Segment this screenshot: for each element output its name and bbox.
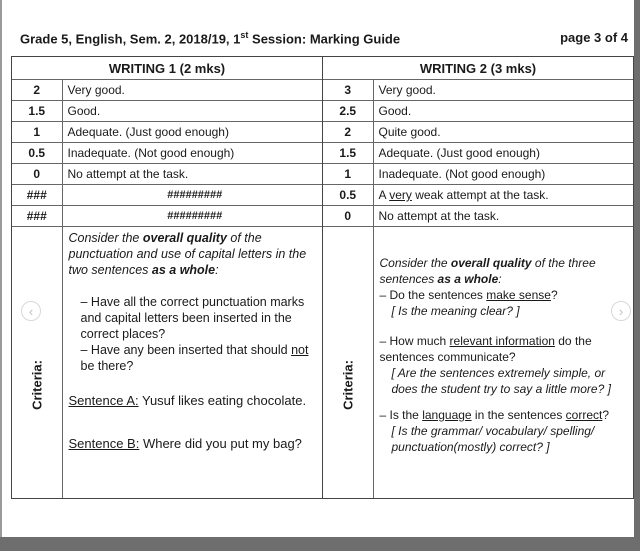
description-cell: Adequate. (Just good enough) xyxy=(62,122,322,143)
description-cell: Quite good. xyxy=(373,122,633,143)
description-cell: Inadequate. (Not good enough) xyxy=(373,164,633,185)
criteria-question-1: – Do the sentences make sense? xyxy=(379,288,558,302)
score-cell: 0 xyxy=(323,206,373,227)
writing-1-title: WRITING 1 (2 mks) xyxy=(12,57,322,80)
criteria-question-2: – Have any been inserted that should not be there? xyxy=(80,343,309,373)
table-row xyxy=(323,143,633,164)
score-cell: ### xyxy=(12,206,62,227)
description-cell: Good. xyxy=(373,101,633,122)
right-frame xyxy=(634,0,640,551)
description-cell: ######### xyxy=(62,185,322,206)
criteria-intro: Consider the overall quality of the punctuation and use of capital letters in the two sentences as a whole: xyxy=(68,231,307,277)
criteria-label-cell xyxy=(323,227,373,499)
table-row xyxy=(323,206,633,227)
score-cell: 0.5 xyxy=(323,185,373,206)
bottom-frame xyxy=(0,537,640,551)
score-cell: 2.5 xyxy=(323,101,373,122)
description-cell: No attempt at the task. xyxy=(373,206,633,227)
document-header xyxy=(20,30,628,46)
criteria-label: Criteria: xyxy=(340,360,356,410)
table-row xyxy=(323,164,633,185)
score-cell: 1 xyxy=(12,122,62,143)
criteria-body xyxy=(373,227,633,499)
table-row xyxy=(12,80,322,101)
chevron-left-icon: ‹ xyxy=(28,304,34,319)
score-cell: 1.5 xyxy=(323,143,373,164)
marking-guide-sheet xyxy=(11,56,634,499)
criteria-question-3: – Is the language in the sentences correct? xyxy=(379,408,610,422)
criteria-label: Criteria: xyxy=(29,360,45,410)
criteria-body xyxy=(62,227,322,499)
description-cell: Adequate. (Just good enough) xyxy=(373,143,633,164)
score-cell: 0.5 xyxy=(12,143,62,164)
table-row xyxy=(12,143,322,164)
sentence-a: Sentence A: Yusuf likes eating chocolate. xyxy=(68,393,307,408)
writing-2-section xyxy=(322,57,633,498)
description-cell: Very good. xyxy=(373,80,633,101)
table-row xyxy=(12,122,322,143)
criteria-question-1: – Have all the correct punctuation marks and capital letters been inserted in the correct places? xyxy=(80,295,305,341)
chevron-right-icon: › xyxy=(618,304,624,319)
score-cell: 1.5 xyxy=(12,101,62,122)
criteria-hint-1: [ Is the meaning clear? ] xyxy=(391,304,520,318)
description-cell: No attempt at the task. xyxy=(62,164,322,185)
criteria-label-cell xyxy=(12,227,62,499)
score-cell: 2 xyxy=(12,80,62,101)
description-cell: Inadequate. (Not good enough) xyxy=(62,143,322,164)
page-indicator: page 3 of 4 xyxy=(560,30,628,45)
table-row xyxy=(12,101,322,122)
writing-1-table xyxy=(12,57,322,498)
prev-page-button[interactable] xyxy=(21,301,41,321)
table-row xyxy=(12,164,322,185)
table-row xyxy=(323,101,633,122)
criteria-question-2: – How much relevant information do the sentences communicate? xyxy=(379,334,592,364)
score-cell: 3 xyxy=(323,80,373,101)
criteria-hint-3: [ Is the grammar/ vocabulary/ spelling/ punctuation(mostly) correct? ] xyxy=(391,424,595,454)
criteria-intro: Consider the overall quality of the three sentences as a whole: xyxy=(379,256,596,286)
table-row xyxy=(323,80,633,101)
score-cell: 1 xyxy=(323,164,373,185)
criteria-hint-2: [ Are the sentences extremely simple, or does the student try to say a little more? ] xyxy=(391,366,611,396)
description-cell: ######### xyxy=(62,206,322,227)
left-frame xyxy=(0,0,2,551)
document-title: Grade 5, English, Sem. 2, 2018/19, 1st Session: Marking Guide xyxy=(20,30,401,47)
table-row xyxy=(12,206,322,227)
description-cell: Good. xyxy=(62,101,322,122)
sentence-b: Sentence B: Where did you put my bag? xyxy=(68,436,302,451)
writing-2-table xyxy=(323,57,633,498)
table-row xyxy=(12,185,322,206)
description-cell: A very weak attempt at the task. xyxy=(373,185,633,206)
writing-2-title: WRITING 2 (3 mks) xyxy=(323,57,633,80)
score-cell: ### xyxy=(12,185,62,206)
score-cell: 0 xyxy=(12,164,62,185)
criteria-row xyxy=(323,227,633,499)
description-cell: Very good. xyxy=(62,80,322,101)
criteria-row xyxy=(12,227,322,499)
table-row xyxy=(323,122,633,143)
next-page-button[interactable] xyxy=(611,301,631,321)
score-cell: 2 xyxy=(323,122,373,143)
writing-1-section xyxy=(12,57,322,498)
table-row xyxy=(323,185,633,206)
